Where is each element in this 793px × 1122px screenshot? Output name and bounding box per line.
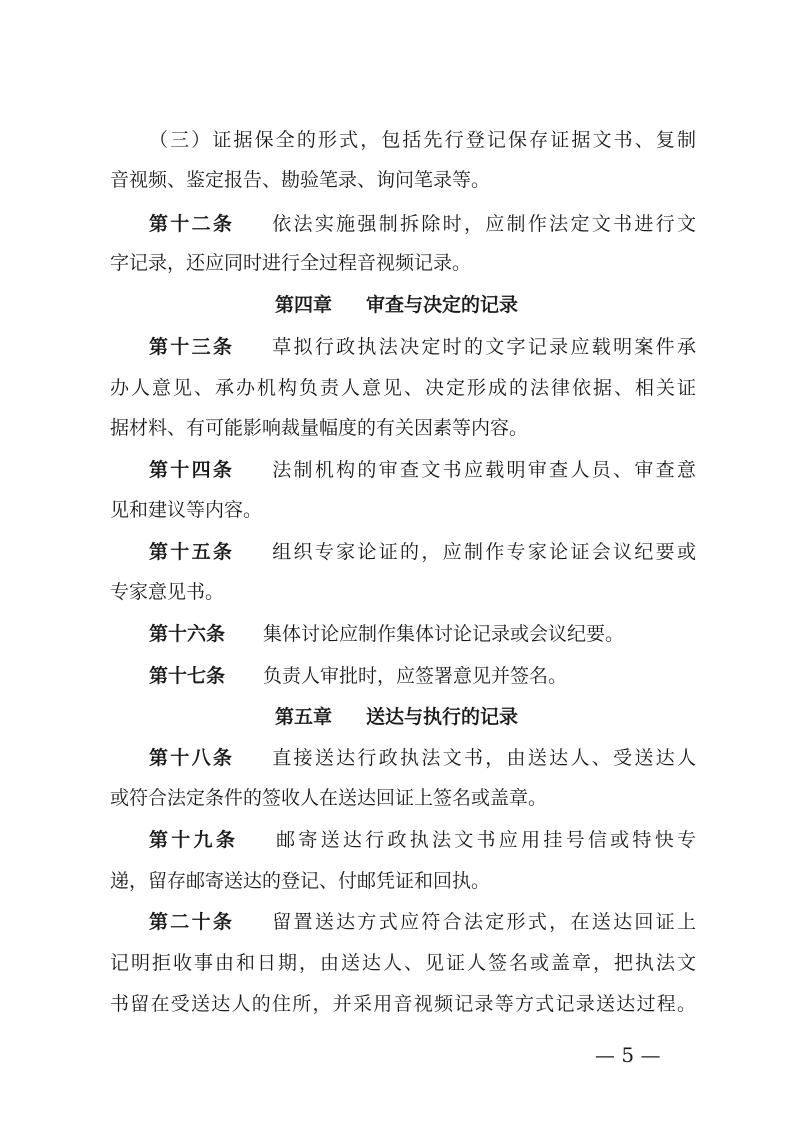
article-12-line: [149, 211, 696, 237]
chapter-heading: [0, 704, 793, 730]
line-text: 组织专家论证的，应制作专家论证会议纪要或: [272, 541, 696, 563]
paragraph-line: [110, 497, 696, 523]
line-text: 见和建议等内容。: [110, 499, 263, 521]
line-text: 直接送达行政执法文书，由送达人、受送达人: [272, 747, 696, 769]
paragraph-line: [110, 415, 696, 441]
article-14-line: [149, 457, 696, 483]
article-number: 第十三条: [149, 336, 235, 358]
article-17-line: [149, 663, 696, 689]
line-text: 专家意见书。: [110, 581, 225, 603]
article-number: 第十二条: [149, 213, 235, 235]
article-number: 第十六条: [149, 623, 226, 645]
line-text: 草拟行政执法决定时的文字记录应载明案件承: [272, 336, 696, 358]
article-13-line: [149, 334, 696, 360]
line-text: 留置送达方式应符合法定形式，在送达回证上: [272, 911, 696, 933]
line-text: 依法实施强制拆除时，应制作法定文书进行文: [272, 213, 696, 235]
paragraph-line: [110, 579, 696, 605]
paragraph-line: [110, 991, 696, 1017]
chapter-number: 第四章: [274, 294, 332, 316]
article-number: 第十八条: [149, 747, 235, 769]
line-text: 负责人审批时，应签署意见并签名。: [263, 665, 568, 687]
paragraph-line: [110, 375, 696, 401]
paragraph-line: [110, 868, 696, 894]
line-text: 或符合法定条件的签收人在送达回证上签名或盖章。: [110, 787, 548, 809]
page-number: — 5 —: [595, 1043, 661, 1067]
line-text: 记明拒收事由和日期，由送达人、见证人签名或盖章，把执法文: [110, 952, 696, 974]
chapter-title: 审查与决定的记录: [366, 294, 519, 316]
paragraph-line: [110, 167, 696, 193]
line-text: （三）证据保全的形式，包括先行登记保存证据文书、复制: [149, 129, 696, 151]
chapter-heading: [0, 292, 793, 318]
paragraph-line: [110, 950, 696, 976]
line-text: 邮寄送达行政执法文书应用挂号信或特快专: [276, 829, 696, 851]
line-text: 字记录，还应同时进行全过程音视频记录。: [110, 252, 472, 274]
line-text: 办人意见、承办机构负责人意见、决定形成的法律依据、相关证: [110, 377, 696, 399]
article-number: 第十七条: [149, 665, 226, 687]
paragraph-line: [110, 250, 696, 276]
chapter-number: 第五章: [274, 706, 332, 728]
chapter-title: 送达与执行的记录: [366, 706, 519, 728]
article-number: 第十九条: [149, 829, 239, 851]
article-19-line: [149, 827, 696, 853]
paragraph-line: [149, 127, 696, 153]
article-20-line: [149, 909, 696, 935]
article-15-line: [149, 539, 696, 565]
article-number: 第二十条: [149, 911, 235, 933]
paragraph-line: [110, 785, 696, 811]
article-number: 第十五条: [149, 541, 235, 563]
article-18-line: [149, 745, 696, 771]
line-text: 法制机构的审查文书应载明审查人员、审查意: [272, 459, 696, 481]
line-text: 音视频、鉴定报告、勘验笔录、询问笔录等。: [110, 169, 491, 191]
line-text: 据材料、有可能影响裁量幅度的有关因素等内容。: [110, 417, 529, 439]
article-16-line: [149, 621, 696, 647]
article-number: 第十四条: [149, 459, 235, 481]
line-text: 书留在受送达人的住所，并采用音视频记录等方式记录送达过程。: [110, 993, 696, 1015]
line-text: 递，留存邮寄送达的登记、付邮凭证和回执。: [110, 870, 491, 892]
line-text: 集体讨论应制作集体讨论记录或会议纪要。: [263, 623, 625, 645]
